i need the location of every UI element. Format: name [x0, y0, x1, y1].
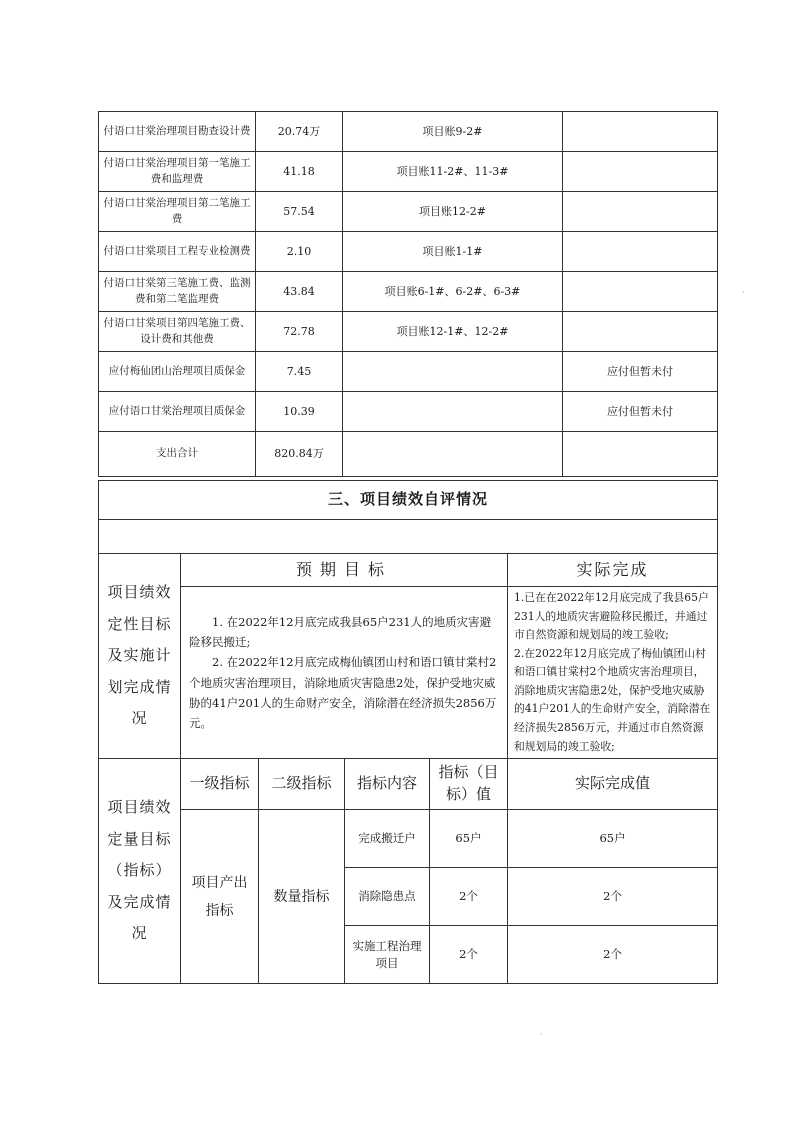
performance-table [98, 480, 718, 984]
expected-goals [181, 587, 508, 759]
expense-amount: 2.10 [256, 232, 343, 272]
expense-note [563, 272, 718, 312]
expense-amount: 10.39 [256, 392, 343, 432]
expected-header: 预期目标 [181, 554, 508, 587]
expense-item: 应付语口甘棠治理项目质保金 [99, 392, 256, 432]
table-row [99, 272, 718, 312]
level2-header: 二级指标 [259, 759, 345, 810]
content-header: 指标内容 [345, 759, 430, 810]
expense-voucher: 项目账12-1#、12-2# [343, 312, 563, 352]
indicator-content: 实施工程治理项目 [345, 926, 430, 984]
scan-mark: · [540, 1030, 543, 1040]
total-amount: 820.84万 [256, 432, 343, 477]
expense-item: 付语口甘棠治理项目第一笔施工费和监理费 [99, 152, 256, 192]
target-header: 指标（目标）值 [430, 759, 508, 810]
expense-voucher: 项目账12-2# [343, 192, 563, 232]
expense-item: 付语口甘棠项目第四笔施工费、设计费和其他费 [99, 312, 256, 352]
indicator-target: 65户 [430, 810, 508, 868]
level1-indicator: 项目产出指标 [181, 810, 259, 984]
section-title: 三、项目绩效自评情况 [99, 481, 718, 520]
expense-voucher: 项目账11-2#、11-3# [343, 152, 563, 192]
indicator-target: 2个 [430, 868, 508, 926]
table-row [99, 112, 718, 152]
qualitative-label: 项目绩效定性目标及实施计划完成情况 [99, 554, 181, 759]
expense-note: 应付但暂未付 [563, 392, 718, 432]
scan-mark: · [742, 288, 745, 298]
expense-voucher [343, 392, 563, 432]
actual-results [508, 587, 718, 759]
table-row [99, 152, 718, 192]
expense-voucher [343, 352, 563, 392]
expense-amount: 43.84 [256, 272, 343, 312]
expense-amount: 72.78 [256, 312, 343, 352]
total-label: 支出合计 [99, 432, 256, 477]
indicator-target: 2个 [430, 926, 508, 984]
expense-item: 付语口甘棠第三笔施工费、监测费和第二笔监理费 [99, 272, 256, 312]
table-row [99, 192, 718, 232]
expense-voucher: 项目账9-2# [343, 112, 563, 152]
indicator-content: 完成搬迁户 [345, 810, 430, 868]
expense-amount: 41.18 [256, 152, 343, 192]
table-row [99, 232, 718, 272]
table-row [99, 352, 718, 392]
quantitative-label: 项目绩效定量目标（指标）及完成情况 [99, 759, 181, 984]
expense-note: 应付但暂未付 [563, 352, 718, 392]
indicator-actual: 65户 [508, 810, 718, 868]
blank-row [99, 520, 718, 554]
level1-header: 一级指标 [181, 759, 259, 810]
actual-result-item: 2.在2022年12月底完成了梅仙镇团山村和语口镇甘棠村2个地质灾害治理项目，消除地质灾害隐患2处，保护受地灾威胁的41户201人的生命财产安全，消除潜在经济损失2856万元，并通过市自然资源和规划局的竣工验收; [514, 646, 711, 753]
total-empty-cell [563, 432, 718, 477]
expense-amount: 20.74万 [256, 112, 343, 152]
indicator-actual: 2个 [508, 926, 718, 984]
indicator-content: 消除隐患点 [345, 868, 430, 926]
expense-item: 付语口甘棠治理项目勘查设计费 [99, 112, 256, 152]
actual-header: 实际完成 [508, 554, 718, 587]
expense-item: 应付梅仙团山治理项目质保金 [99, 352, 256, 392]
expense-note [563, 112, 718, 152]
expense-item: 付语口甘棠项目工程专业检测费 [99, 232, 256, 272]
table-row [99, 312, 718, 352]
actual-result-item: 1.已在在2022年12月底完成了我县65户231人的地质灾害避险移民搬迁，并通过市自然资源和规划局的竣工验收; [514, 591, 709, 642]
expense-total-row [99, 432, 718, 477]
expense-item: 付语口甘棠治理项目第二笔施工费 [99, 192, 256, 232]
expected-goal-item: 1. 在2022年12月底完成我县65户231人的地质灾害避险移民搬迁; [189, 615, 492, 650]
expense-note [563, 312, 718, 352]
expense-voucher: 项目账6-1#、6-2#、6-3# [343, 272, 563, 312]
expenditure-table [98, 111, 718, 477]
expected-goal-item: 2. 在2022年12月底完成梅仙镇团山村和语口镇甘棠村2个地质灾害治理项目，消除地质灾害隐患2处，保护受地灾威胁的41户201人的生命财产安全，消除潜在经济损失2856万元。 [189, 655, 497, 730]
total-empty-cell [343, 432, 563, 477]
table-row [99, 392, 718, 432]
expense-note [563, 192, 718, 232]
expense-note [563, 152, 718, 192]
level2-indicator: 数量指标 [259, 810, 345, 984]
expense-amount: 7.45 [256, 352, 343, 392]
actual-value-header: 实际完成值 [508, 759, 718, 810]
expenditure-table-body [99, 112, 718, 477]
expense-note [563, 232, 718, 272]
expense-voucher: 项目账1-1# [343, 232, 563, 272]
indicator-actual: 2个 [508, 868, 718, 926]
expense-amount: 57.54 [256, 192, 343, 232]
